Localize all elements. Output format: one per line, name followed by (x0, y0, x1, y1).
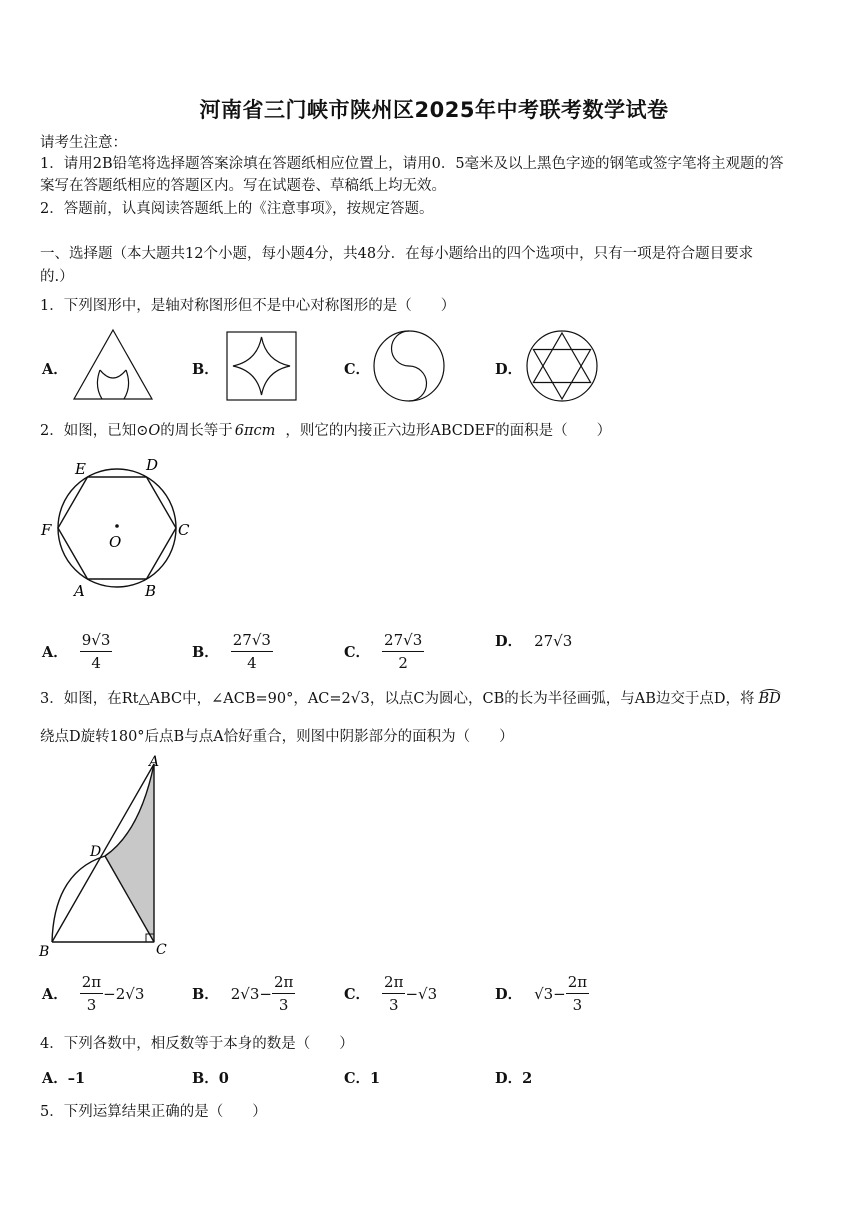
q3-option-d-head: √3− (534, 984, 566, 1003)
q2-stem-post: ，则它的内接正六边形ABCDEF的面积是（ ） (285, 423, 612, 439)
q4-option-a: A．–1 (42, 1070, 86, 1087)
q3-option-b-label: B． (192, 986, 219, 1003)
q2-label-a: A (74, 582, 85, 600)
q3-option-c-den: 3 (388, 996, 399, 1014)
q3-stem-b: ，以点C为圆心，CB的长为半径画弧，与AB边交于点D，将 (369, 691, 755, 707)
q3-option-c (344, 972, 437, 1015)
q3-option-c-num: 2π (382, 972, 405, 994)
q3-stem-a: 3．如图，在Rt△ABC中，∠ACB=90°，AC=2 (40, 691, 351, 707)
q1-option-a-label: A． (42, 361, 68, 378)
q2-label-b: B (145, 582, 157, 600)
q3-option-a-num: 2π (80, 972, 103, 994)
q2-option-b-fraction (231, 630, 273, 673)
q3-label-c: C (156, 942, 167, 958)
q3-option-d-den: 3 (572, 996, 583, 1014)
q3-option-a-label: A． (42, 986, 68, 1003)
q3-stem-sqrt: √3 (350, 689, 370, 707)
q3-stem-line-2: 绕点D旋转180°后点B与点A恰好重合，则图中阴影部分的面积为（ ） (40, 729, 514, 745)
q1-figure-d-hexagram-circle (525, 329, 599, 403)
q3-option-d-fraction (566, 972, 589, 1015)
q4-stem: 4．下列各数中，相反数等于本身的数是（ ） (40, 1036, 354, 1052)
q3-option-b-fraction (272, 972, 295, 1015)
q3-label-b: B (39, 944, 50, 960)
q2-option-a-den: 4 (91, 654, 101, 672)
page-title: 河南省三门峡市陕州区2025年中考联考数学试卷 (199, 98, 669, 122)
q3-label-a: A (149, 754, 160, 770)
q4-option-d: D．2 (495, 1070, 533, 1087)
q3-option-d (495, 972, 589, 1015)
q2-stem-math: 6πcm (234, 423, 276, 439)
q2-label-c: C (178, 521, 190, 539)
q2-option-a-fraction (80, 630, 113, 673)
q3-option-b (192, 972, 295, 1015)
q3-option-c-fraction (382, 972, 405, 1015)
q2-option-b-num: 27√3 (231, 630, 273, 652)
q2-option-d-label: D． (495, 633, 523, 650)
q2-option-c-label: C． (344, 644, 371, 661)
section-heading-line-1: 一、选择题（本大题共12个小题，每小题4分，共48分．在每小题给出的四个选项中，只有一项是符合题目要求 (40, 246, 754, 262)
q1-option-d-label: D． (495, 361, 523, 378)
notice-heading: 请考生注意： (40, 135, 127, 151)
q2-option-a-num: 9√3 (80, 630, 113, 652)
q2-option-c (344, 630, 424, 673)
q3-option-b-head: 2√3− (230, 984, 272, 1003)
q2-label-d: D (146, 456, 159, 474)
q1-figure-b-star-square (226, 331, 298, 401)
q3-option-d-num: 2π (566, 972, 589, 994)
q3-option-c-tail: −√3 (405, 984, 438, 1003)
q2-option-b (192, 630, 273, 673)
q3-option-b-num: 2π (272, 972, 295, 994)
q3-figure-right-triangle (36, 752, 176, 962)
q3-option-c-label: C． (344, 986, 371, 1003)
q1-figure-a-triangle-arcs (72, 328, 154, 402)
notice-line-1: 1．请用2B铅笔将选择题答案涂填在答题纸相应位置上，请用0．5毫米及以上黑色字迹的钢笔或签字笔将主观题的答 (40, 156, 784, 172)
q1-stem: 1．下列图形中，是轴对称图形但不是中心对称图形的是（ ） (40, 298, 456, 314)
q2-figure-hexagon-in-circle (38, 452, 198, 602)
notice-line-2: 2．答题前，认真阅读答题纸上的《注意事项》，按规定答题。 (40, 201, 434, 217)
q2-option-b-label: B． (192, 644, 219, 661)
q3-option-a-tail: −2√3 (103, 984, 145, 1003)
q2-option-c-num: 27√3 (382, 630, 424, 652)
q3-stem-line-1 (40, 686, 781, 711)
notice-line-1b: 案写在答题纸相应的答题区内。写在试题卷、草稿纸上均无效。 (40, 178, 446, 194)
q3-option-a-den: 3 (86, 996, 97, 1014)
q3-stem-arc: BD (758, 691, 781, 707)
q2-stem (40, 419, 611, 443)
q2-label-e: E (75, 460, 86, 478)
q1-figure-c-yinyang (372, 329, 446, 403)
q2-label-f: F (41, 521, 52, 539)
q2-option-b-den: 4 (247, 654, 257, 672)
q2-option-c-fraction (382, 630, 424, 673)
q2-option-c-den: 2 (398, 654, 408, 672)
q1-option-b-label: B． (192, 361, 219, 378)
q3-label-d: D (90, 844, 102, 860)
section-heading-line-2: 的.） (40, 269, 74, 285)
q2-option-d (495, 630, 572, 651)
q2-option-a (42, 630, 112, 673)
q5-stem: 5．下列运算结果正确的是（ ） (40, 1104, 267, 1120)
q2-stem-pre: 2．如图，已知⊙ (40, 423, 149, 439)
q2-label-o: O (109, 533, 122, 551)
q3-option-d-label: D． (495, 986, 523, 1003)
q3-option-b-den: 3 (278, 996, 289, 1014)
q4-option-c: C．1 (344, 1070, 381, 1087)
q2-stem-mid: 的周长等于 (160, 423, 233, 439)
q2-option-a-label: A． (42, 644, 68, 661)
q2-option-d-value: 27√3 (534, 631, 573, 650)
q2-stem-o: O (148, 423, 161, 439)
q3-option-a-fraction (80, 972, 103, 1015)
q4-option-b: B．0 (192, 1070, 229, 1087)
q1-option-c-label: C． (344, 361, 371, 378)
q3-option-a (42, 972, 144, 1015)
